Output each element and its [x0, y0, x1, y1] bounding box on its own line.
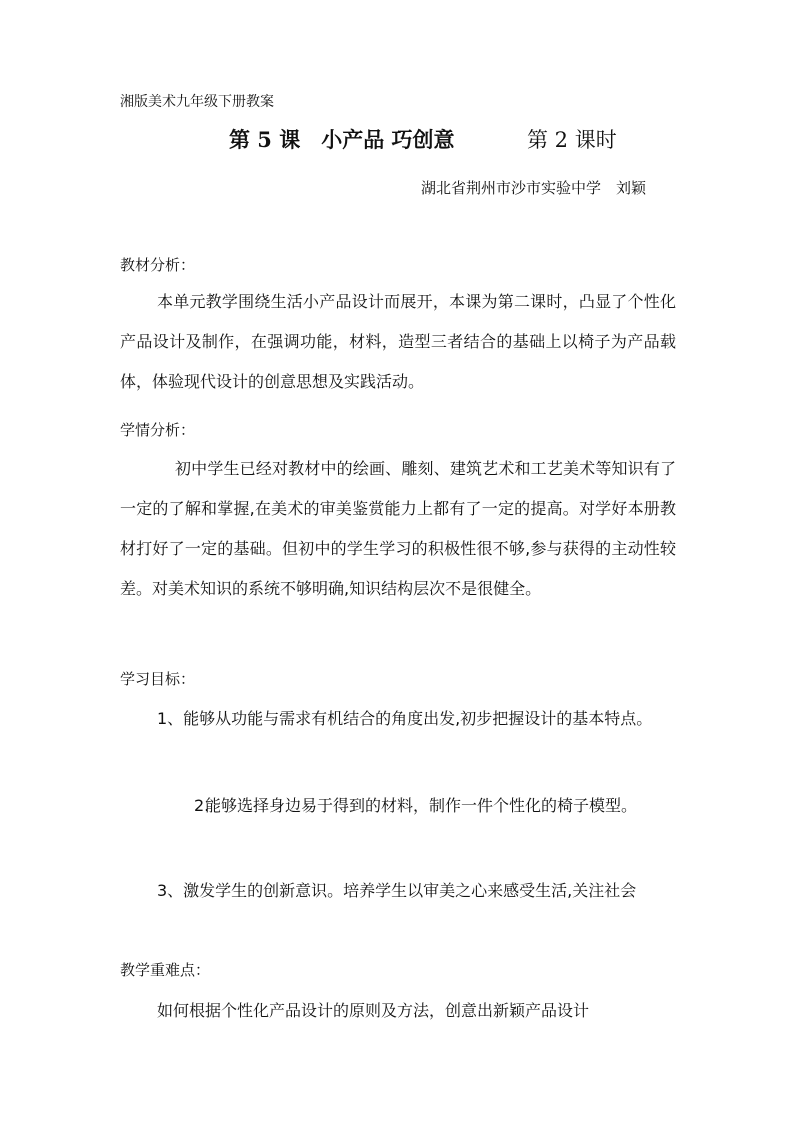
heading-key-points: 教学重难点：: [120, 961, 211, 979]
author-line: 湖北省荆州市沙市实验中学 刘颖: [421, 179, 647, 197]
paragraph-key-points: 如何根据个性化产品设计的原则及方法，创意出新颖产品设计: [157, 1001, 590, 1020]
objective-item-3: 3、激发学生的创新意识。培养学生以审美之心来感受生活,关注社会: [157, 881, 637, 900]
objective-item-1: 1、能够从功能与需求有机结合的角度出发,初步把握设计的基本特点。: [157, 709, 653, 728]
heading-student-analysis: 学情分析：: [120, 421, 196, 439]
series-label: 湘版美术九年级下册教案: [120, 94, 274, 110]
paragraph-material-analysis: 本单元教学围绕生活小产品设计而展开，本课为第二课时，凸显了个性化产品设计及制作，在强调功能，材料，造型三者结合的基础上以椅子为产品载体，体验现代设计的创意思想及实践活动。: [120, 292, 676, 391]
objective-item-2: [120, 786, 676, 826]
objective-item-2-number: 2.: [194, 796, 210, 815]
lesson-period: 第 2 课时: [527, 128, 617, 152]
heading-material-analysis: 教材分析：: [120, 256, 196, 274]
heading-objectives: 学习目标：: [120, 670, 196, 688]
paragraph-student-analysis: 初中学生已经对教材中的绘画、雕刻、建筑艺术和工艺美术等知识有了一定的了解和掌握,在美术的审美鉴赏能力上都有了一定的提高。对学好本册教材打好了一定的基础。但初中的学生学习的积极性很不够,参与获得的主动性较差。对美术知识的系统不够明确,知识结构层次不是很健全。: [120, 459, 676, 598]
lesson-title-row: [0, 124, 794, 156]
objective-item-2-text: 能够选择身边易于得到的材料，制作一件个性化的椅子模型。: [205, 796, 638, 815]
lesson-title: 第 5 课 小产品 巧创意: [229, 127, 455, 152]
